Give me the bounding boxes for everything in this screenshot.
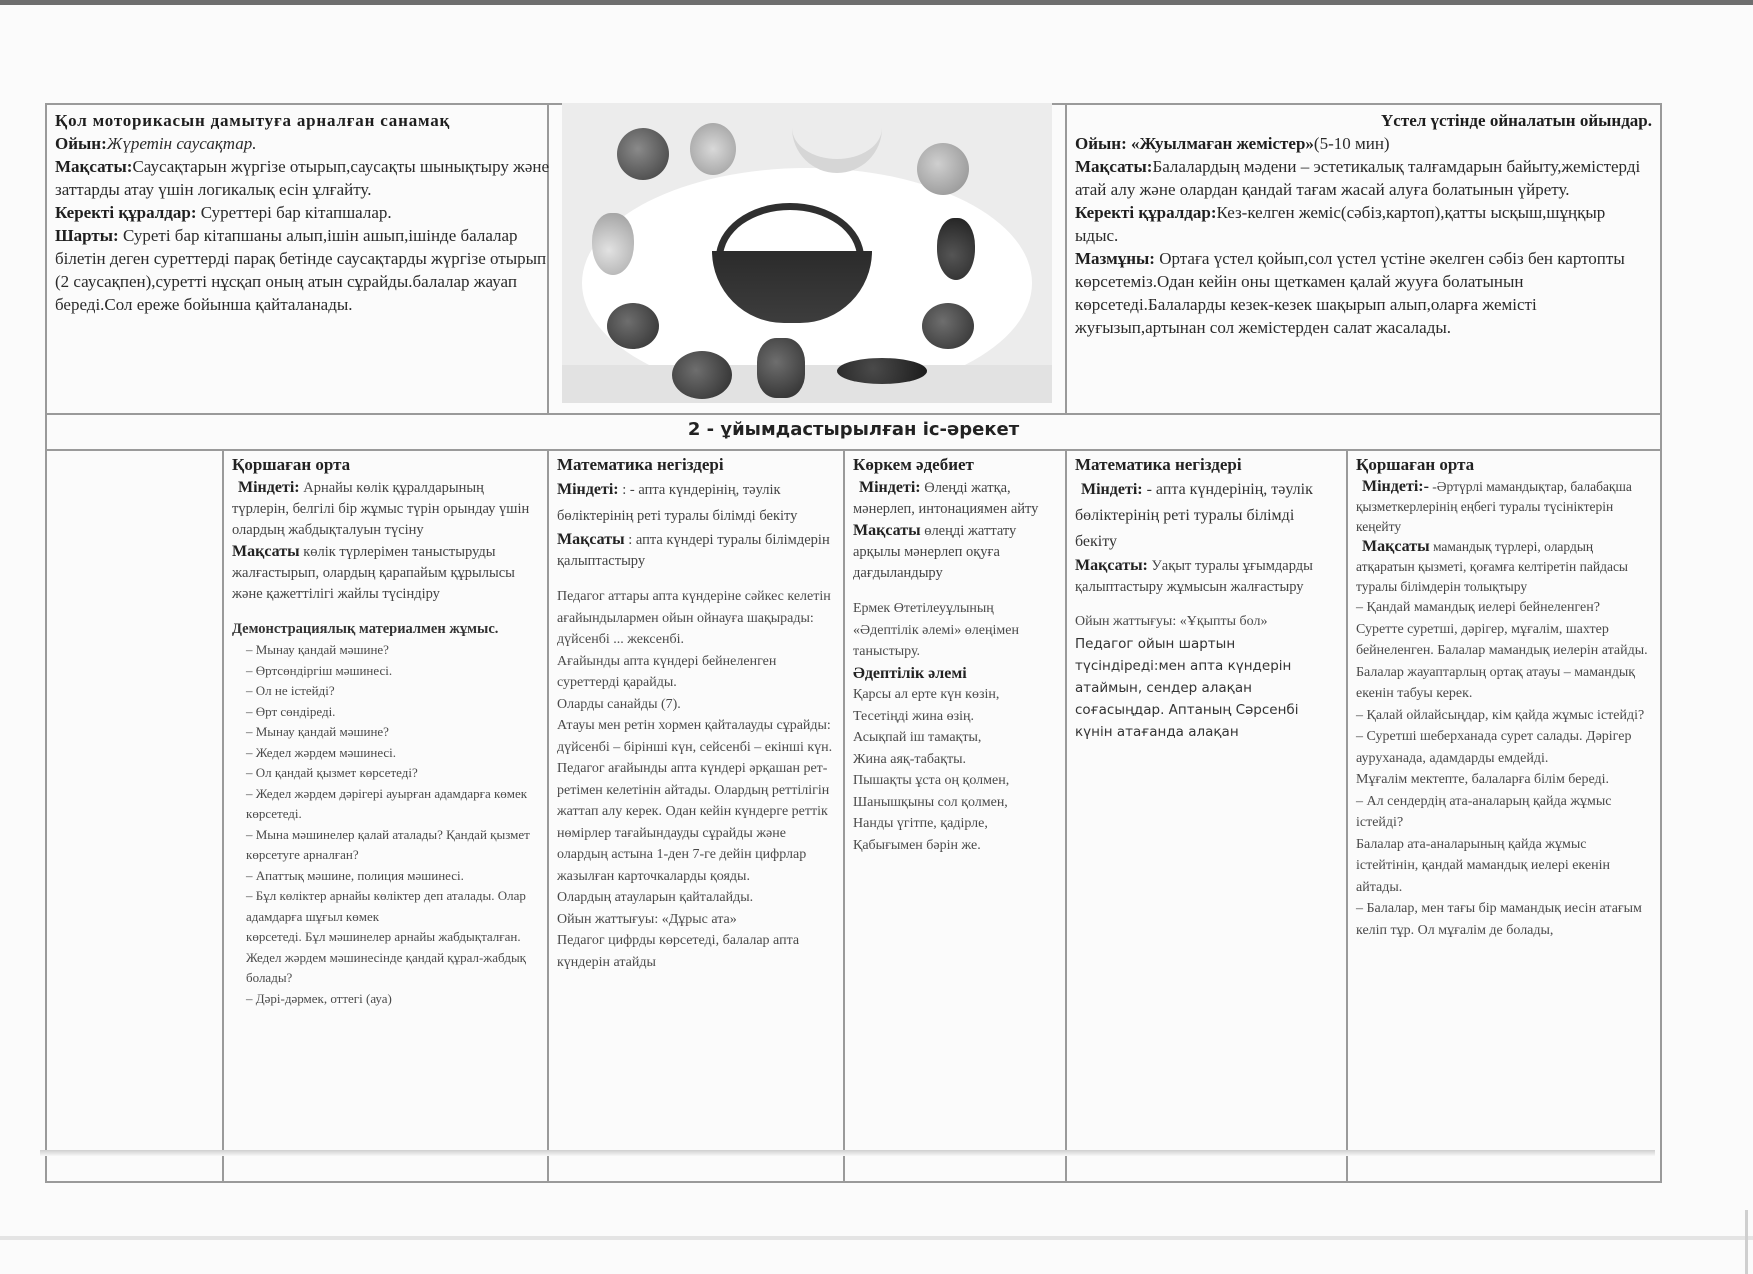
pomegranate-icon — [690, 123, 736, 175]
tomato-icon — [922, 303, 974, 349]
goal-text: мамандық түрлері, олардың атқаратын қызметі, қоғамға келтіретін пайдасы туралы білімдерін толықтыру — [1356, 539, 1629, 594]
tools-label: Керекті құралдар: — [55, 203, 197, 222]
poem-line: Қарсы ал ерте күн көзін, — [853, 687, 1000, 702]
dialog-line: – Өрт сөндіреді. — [246, 703, 336, 719]
finger-game-cell — [46, 104, 548, 414]
poem-line: Қабығымен бәрін же. — [853, 837, 981, 853]
image-bottom-shade — [562, 365, 1052, 403]
activities-row — [46, 450, 1661, 1182]
goal-text: көлік түрлерімен таныстыруды жалғастырып, олардың қарапайым құрылысы және қажеттілігі жайлы түсіндіру — [232, 544, 515, 602]
task-label: Міндеті: — [859, 479, 921, 496]
lesson-line: Ағайынды апта күндері бейнеленген суреттерді қарайды. — [557, 653, 777, 690]
subject-title: Математика негіздері — [1075, 455, 1242, 474]
task-label: Міндеті: — [1081, 481, 1143, 498]
task-text: Өлеңді жатқа, мәнерлеп, интонациямен айту — [853, 480, 1039, 517]
intro-text: Ойын жаттығуы: «Ұқыпты бол» — [1075, 614, 1268, 629]
dialog-line: – Жедел жәрдем мәшинесі. — [246, 744, 397, 760]
dialog-line: – Дәрі-дәрмек, оттегі (ауа) — [246, 990, 392, 1006]
work-title: Демонстрациялық материалмен жұмыс. — [232, 621, 499, 637]
pepper-icon — [757, 338, 805, 398]
lesson-line: Балалар ата-аналарының қайда жұмыс істейтінін, қандай мамандық иелері екенін айтады. — [1356, 836, 1610, 895]
lesson-line: Мұғалім мектепте, балаларға білім береді. — [1356, 772, 1609, 787]
scan-shadow — [40, 1150, 1655, 1156]
game-duration: (5-10 мин) — [1313, 134, 1390, 153]
table-tools-text: Кез-келген жеміс(сәбіз,картоп),қатты ысқыш,шұңқыр ыдыс. — [1075, 203, 1606, 245]
plum-icon — [672, 351, 732, 399]
persimmon-icon — [607, 303, 659, 349]
picture-cell — [548, 104, 1066, 414]
finger-game-title: Қол моторикасын дамытуға арналған санамақ — [55, 111, 451, 130]
dialog-line: – Мына мәшинелер қалай аталады? Қандай қызмет көрсетуге арналған? — [246, 826, 530, 862]
subject-title: Көркем әдебиет — [853, 455, 974, 474]
eggplant-icon — [937, 218, 975, 280]
activity-column-3 — [844, 450, 1066, 1182]
goal-label: Мақсаты: — [55, 157, 133, 176]
subject-title: Математика негіздері — [557, 455, 724, 474]
lesson-line: Педагог цифрды көрсетеді, балалар апта күндерін атайды — [557, 933, 800, 970]
poem-line: Пышақты ұста оң қолмен, — [853, 773, 1010, 788]
empty-cell — [46, 450, 223, 1182]
task-label: Міндеті:- — [1362, 478, 1429, 495]
intro-text: Ермек Өтетілеуұлының «Әдептілік әлемі» өлеңімен таныстыру. — [853, 601, 1019, 659]
poem-line: Жина аяқ-табақты. — [853, 751, 967, 767]
game-label: Ойын: — [55, 134, 107, 153]
lesson-line: Атауы мен ретін хормен қайталауды сұрайды: дүйсенбі – бірінші күн, сейсенбі – екінші күн. — [557, 718, 833, 755]
content-text: Ортаға үстел қойып,сол үстел үстіне әкелген сәбіз бен картопты көрсетеміз.Одан кейін оны щеткамен қалай жууға болатынын көрсетеді.Балаларды кезек-кезек шақырып алып,оларға жемісті жуғызып,артынан сол жемістерден салат жасалады. — [1075, 249, 1625, 337]
activity-column-4 — [1066, 450, 1347, 1182]
goal-label: Мақсаты — [557, 531, 625, 548]
scan-bottom-band — [0, 1236, 1753, 1240]
dialog-line: – Мынау қандай мәшине? — [246, 724, 389, 739]
intro-text: Педагог аттары апта күндеріне сәйкес келетін ағайындылармен ойын ойнауға шақырады: дүйсенбі ... жексенбі. — [557, 589, 831, 647]
dialog-line: – Бұл көліктер арнайы көліктер деп аталады. Олар адамдарға шұғыл көмек — [246, 888, 526, 924]
task-text: Арнайы көлік құралдарының түрлерін, белгілі бір жұмыс түрін орындау үшін олардың жабдықталуын түсіну — [232, 480, 530, 538]
lesson-line: Оларды санайды (7). — [557, 696, 681, 712]
tools-text: Суреттері бар кітапшалар. — [196, 203, 392, 222]
goal-text: Уақыт туралы ұғымдарды қалыптастыру жұмысын жалғастыру — [1075, 558, 1313, 595]
lesson-line: Суретте суретші, дәрігер, мұғалім, шахтер бейнеленген. Балалар мамандық иелерін атайды. Балалар жауаптарлың ортақ атауы – мамандық екенін табуы керек. — [1356, 621, 1648, 701]
poem-line: Асықпай іш тамақты, — [853, 730, 982, 745]
goal-label: Мақсаты — [1362, 538, 1430, 555]
apple-icon — [617, 128, 669, 180]
lesson-line: Олардың атауларын қайталайды. — [557, 890, 754, 905]
task-label: Міндеті: — [557, 481, 619, 498]
table-game-label: Ойын: «Жуылмаған жемістер» — [1075, 134, 1314, 153]
table-game-title: Үстел үстінде ойналатын ойындар. — [1381, 111, 1653, 130]
lesson-plan-table — [45, 103, 1662, 1183]
fruits-basket-image — [562, 103, 1052, 403]
subject-title: Қоршаған орта — [232, 455, 351, 474]
poem-line: Шанышқыны сол қолмен, — [853, 794, 1008, 810]
goal-label: Мақсаты: — [1075, 557, 1148, 574]
dialog-line: – Ол қандай қызмет көрсетеді? — [246, 765, 418, 780]
goal-text: өлеңді жаттату арқылы мәнерлеп оқуға дағдыландыру — [853, 523, 1017, 581]
content-label: Мазмұны: — [1075, 249, 1155, 268]
task-label: Міндеті: — [238, 479, 300, 496]
section-row — [46, 414, 1661, 450]
task-text: - апта күндерінің, тәулік бөліктерінің реті туралы білімді бекіту — [1075, 481, 1313, 550]
pear-icon — [592, 213, 634, 275]
goal-label: Мақсаты — [853, 522, 921, 539]
goal-text: : апта күндері туралы білімдерін қалыптастыру — [557, 532, 830, 569]
goal-text: Саусақтарын жүргізе отырып,саусақты шынықтыру және заттарды атау үшін логикалық есін ұлғайту. — [55, 157, 550, 199]
orange-icon — [917, 143, 969, 195]
lesson-line: Педагог ағайынды апта күндері әрқашан рет-ретімен келетінін айтады. Олардың реттілігін жаттап алу керек. Одан кейін күндерге реттік нөмірлер тағайындауды сұрайды және олардың астына 1-ден 7-ге дейін цифрлар жазылған карточкаларды қояды. — [557, 761, 830, 884]
dialog-line: көрсетеді. Бұл мәшинелер арнайы жабдықталған. Жедел жәрдем мәшинесінде қандай құрал-жабдық болады? — [246, 929, 526, 985]
poem-title: Әдептілік әлемі — [853, 664, 967, 682]
dialog-line: – Мынау қандай мәшине? — [246, 642, 389, 657]
banana-icon — [792, 113, 882, 173]
poem-line: Нанды үгітпе, қадірле, — [853, 816, 988, 831]
poem-line: Тесетіңді жина өзің. — [853, 708, 974, 724]
table-game-cell — [1066, 104, 1661, 414]
game-name: Жүретін саусақтар. — [106, 134, 257, 153]
task-text: : - апта күндерінің, тәулік бөліктерінің реті туралы білімді бекіту — [557, 482, 798, 524]
cucumber-icon — [837, 358, 927, 384]
table-goal-text: Балалардың мәдени – эстетикалық талғамдарын байыту,жемістерді атай алу және олардан қандай тағам жасай алуға болатынын үйрету. — [1075, 157, 1641, 199]
dialog-line: – Апаттық мәшине, полиция мәшинесі. — [246, 867, 464, 883]
lesson-line: – Балалар, мен тағы бір мамандық иесін атағым келіп тұр. Ол мұғалім де болады, — [1356, 901, 1642, 938]
rules-text: Суреті бар кітапшаны алып,ішін ашып,ішінде балалар білетін деген суреттерді парақ бетінде саусақтарды жүргізе отырып (2 саусақпен),суретті нұсқап оның атын сұрайды.балалар жауап береді.Сол ереже бойынша қайталанады. — [55, 226, 547, 314]
lesson-line: Ойын жаттығуы: «Дұрыс ата» — [557, 911, 737, 927]
activity-column-5 — [1347, 450, 1661, 1182]
lesson-line: Педагог ойын шартын түсіндіреді:мен апта күндерін атаймын, сендер алақан соғасыңдар. Аптаның Сәрсенбі күнін атағанда алақан — [1075, 635, 1299, 740]
dialog-line: – Өртсөндіргіш мәшинесі. — [246, 662, 393, 678]
lesson-line: – Қалай ойлайсыңдар, кім қайда жұмыс істейді? — [1356, 707, 1645, 723]
scan-right-edge — [1745, 1210, 1748, 1274]
table-tools-label: Керекті құралдар: — [1075, 203, 1217, 222]
table-goal-label: Мақсаты: — [1075, 157, 1153, 176]
top-row — [46, 104, 1661, 414]
dialog-line: – Жедел жәрдем дәрігері ауырған адамдарға көмек көрсетеді. — [246, 785, 528, 821]
dialog-line: – Ол не істейді? — [246, 683, 335, 698]
activity-column-1 — [223, 450, 548, 1182]
lesson-line: – Ал сендердің ата-аналарың қайда жұмыс істейді? — [1356, 793, 1612, 830]
section-header: 2 - ұйымдастырылған іс-әрекет — [46, 414, 1661, 450]
activity-column-2 — [548, 450, 844, 1182]
goal-label: Мақсаты — [232, 543, 300, 560]
scan-top-edge — [0, 0, 1753, 5]
lesson-line: – Қандай мамандық иелері бейнеленген? — [1356, 600, 1600, 615]
task-text: -Әртүрлі мамандықтар, балабақша қызметкерлерінің еңбегі туралы түсініктерін кеңейту — [1356, 479, 1632, 534]
rules-label: Шарты: — [55, 226, 119, 245]
basket-icon — [712, 203, 872, 323]
lesson-line: – Суретші шеберханада сурет салады. Дәрігер ауруханада, адамдарды емдейді. — [1356, 729, 1632, 766]
subject-title: Қоршаған орта — [1356, 455, 1475, 474]
